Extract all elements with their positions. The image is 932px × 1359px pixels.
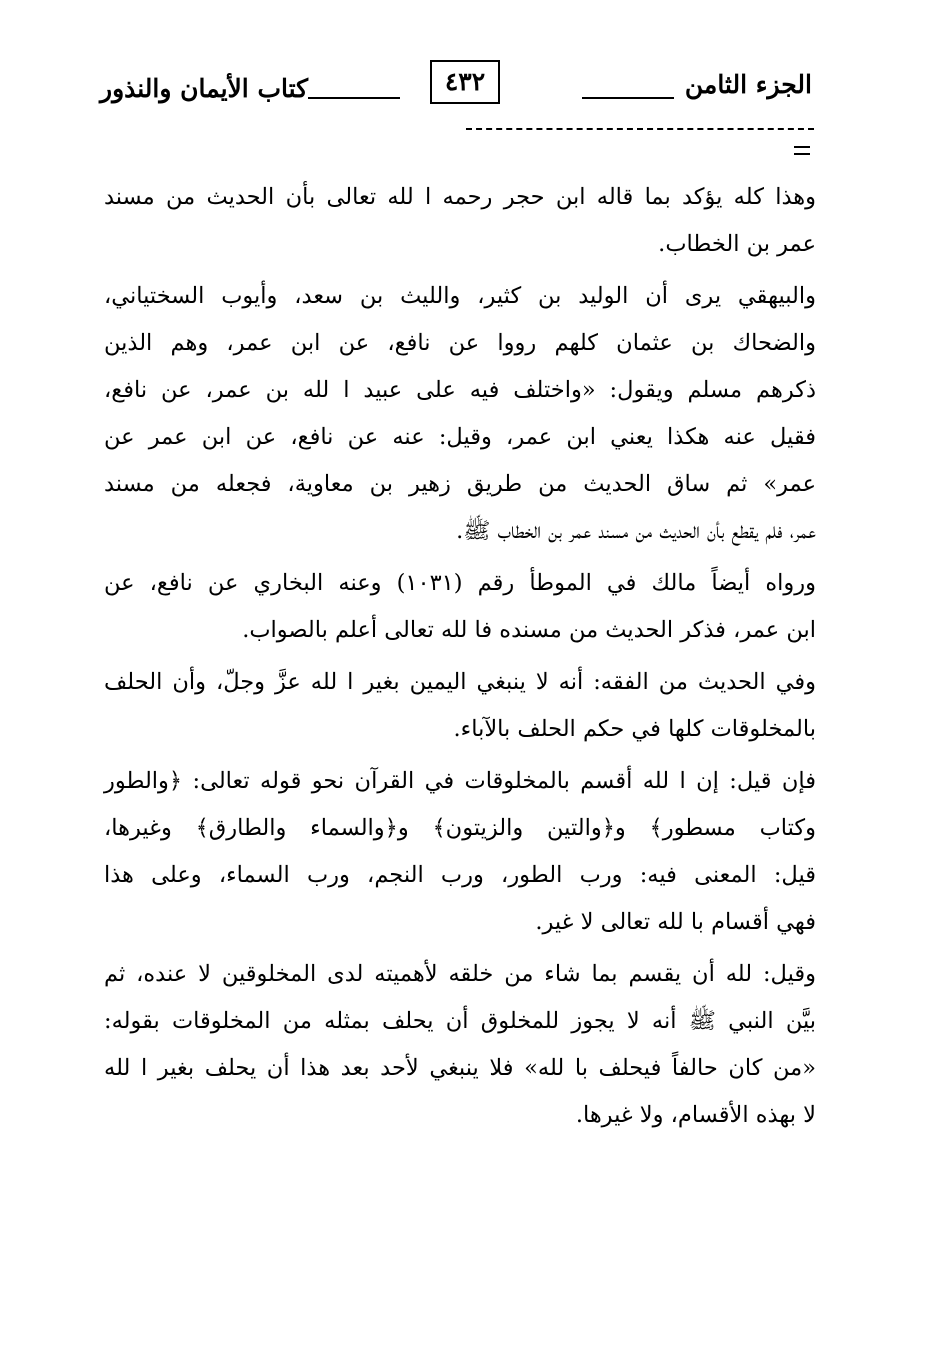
text-line: فقيل عنه هكذا يعني ابن عمر، وقيل: عنه عن نافع، عن ابن عمر عن	[104, 424, 816, 450]
page-body	[104, 174, 816, 1144]
text-line: عمر، فلم يقطع بأن الحديث من مسند عمر بن الخطاب ﷺ.	[456, 518, 816, 544]
header-rule-right	[582, 97, 674, 99]
text-line: وكتاب مسطور﴾ و﴿والتين والزيتون﴾ و﴿والسماء والطارق﴾ وغيرها،	[104, 815, 816, 841]
text-line: «من كان حالفاً فيحلف با لله» فلا ينبغي لأحد بعد هذا أن يحلف بغير ا لله	[104, 1055, 816, 1081]
paragraph	[104, 951, 816, 1139]
text-line: بالمخلوقات كلها في حكم الحلف بالآباء.	[453, 716, 816, 742]
paragraph	[104, 560, 816, 654]
text-line: ورواه أيضاً مالك في الموطأ رقم (١٠٣١) وعنه البخاري عن نافع، عن	[104, 570, 816, 596]
paragraph	[104, 174, 816, 268]
paragraph	[104, 758, 816, 946]
text-line: لا بهذه الأقسام، ولا غيرها.	[575, 1102, 816, 1128]
page-number: ٤٣٢	[430, 60, 500, 104]
text-line: عمر» ثم ساق الحديث من طريق زهير بن معاوية، فجعله من مسند	[104, 471, 816, 497]
text-line: وفي الحديث من الفقه: أنه لا ينبغي اليمين بغير ا لله عزَّ وجلّ، وأن الحلف	[104, 669, 816, 695]
text-line: والبيهقي يرى أن الوليد بن كثير، والليث بن سعد، وأيوب السختياني،	[104, 283, 816, 309]
text-line: فهي أقسام با لله تعالى لا غير.	[535, 909, 816, 935]
text-line: وهذا كله يؤكد بما قاله ابن حجر رحمه ا لله تعالى بأن الحديث من مسند	[104, 184, 816, 210]
text-line: ابن عمر، فذكر الحديث من مسنده فا لله تعالى أعلم بالصواب.	[242, 617, 816, 643]
paragraph	[104, 659, 816, 753]
dashed-separator	[466, 128, 814, 130]
double-rule-mark	[794, 146, 810, 160]
volume-label: الجزء الثامن	[684, 70, 812, 99]
text-line: عمر بن الخطاب.	[658, 231, 816, 257]
text-line: قيل: المعنى فيه: ورب الطور، ورب النجم، ورب السماء، وعلى هذا	[104, 862, 816, 888]
text-line: فإن قيل: إن ا لله أقسم بالمخلوقات في القرآن نحو قوله تعالى: ﴿والطور	[104, 768, 816, 794]
text-line: بيَّن النبي ﷺ أنه لا يجوز للمخلوق أن يحلف بمثله من المخلوقات بقوله:	[104, 1008, 816, 1034]
text-line: وقيل: لله أن يقسم بما شاء من خلقه لأهميته لدى المخلوقين لا عنده، ثم	[104, 961, 816, 987]
paragraph	[104, 273, 816, 555]
page-header	[100, 60, 812, 120]
text-line: ذكرهم مسلم ويقول: «واختلف فيه على عبيد ا لله بن عمر، عن نافع،	[104, 377, 816, 403]
book-title: كتاب الأيمان والنذور	[100, 74, 309, 103]
header-rule-left	[308, 97, 400, 99]
text-line: والضحاك بن عثمان كلهم رووا عن نافع، عن ابن عمر، وهم الذين	[104, 330, 816, 356]
